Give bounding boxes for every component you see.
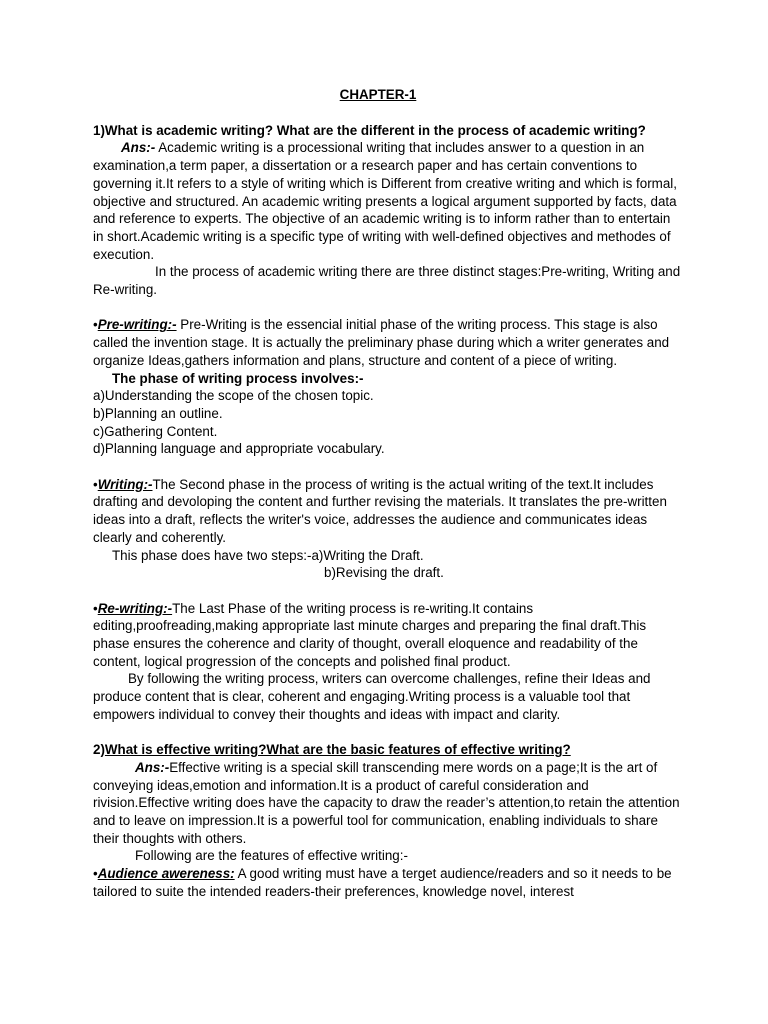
writing-heading: Writing:- xyxy=(97,476,153,492)
answer-2-label: Ans:- xyxy=(135,759,170,775)
list-item: d)Planning language and appropriate vocabulary. xyxy=(93,441,385,457)
bullet: • xyxy=(93,317,98,333)
answer-1 xyxy=(93,139,683,263)
rewriting-heading: Re-writing:- xyxy=(97,600,173,616)
audience-heading: Audience awereness: xyxy=(97,866,235,882)
question-2-number: 2) xyxy=(93,742,105,758)
question-2-text: What is effective writing?What are the basic features of effective writing? xyxy=(104,742,571,758)
conclusion-paragraph: By following the writing process, writers can overcome challenges, refine their Ideas and produce content that is clear, coherent and engaging.Writing process is a valuable tool that empowers individual to convey their thoughts and ideas with impact and clarity. xyxy=(93,671,651,722)
bullet: • xyxy=(93,866,98,882)
writing-steps: This phase does have two steps:-a)Writing the Draft. xyxy=(112,547,424,563)
rewriting-paragraph xyxy=(93,600,683,671)
list-item: c)Gathering Content. xyxy=(93,423,218,439)
audience-text: A good writing must have a terget audience/readers and so it needs to be tailored to suite the intended readers-their preferences, knowledge novel, interest xyxy=(93,866,672,899)
writing-step-b: b)Revising the draft. xyxy=(324,565,444,581)
prewriting-text: Pre-Writing is the essencial initial phase of the writing process. This stage is also called the invention stage. It is actually the preliminary phase during which a writer generates and organize Ideas,gathers information and plans, structure and content of a piece of writing. xyxy=(93,317,670,368)
writing-text: The Second phase in the process of writing is the actual writing of the text.It includes drafting and devoloping the content and further revising the materials. It translates the pre-written ideas into a draft, reflects the writer's voice, addresses the audience and communicates ideas clearly and coherently. xyxy=(93,476,667,545)
bullet: • xyxy=(93,476,98,492)
answer-2-text: Effective writing is a special skill transcending mere words on a page;It is the art of conveying ideas,emotion and information.It is a product of careful consideration and rivision.Effective writing does have the capacity to draw the reader’s attention,to retain the attention and to leave on impression.It is a powerful tool for communication, enabling individuals to share their thoughts with others. xyxy=(93,759,680,846)
prewriting-paragraph xyxy=(93,316,683,369)
list-item: b)Planning an outline. xyxy=(93,405,223,421)
question-1: 1)What is academic writing? What are the different in the process of academic writing? xyxy=(93,122,646,138)
rewriting-text: The Last Phase of the writing process is re-writing.It contains editing,proofreading,making appropriate last minute charges and preparing the final draft.This phase ensures the coherence and clarity of thought, overall eloquence and readability of the content, logical progression of the concepts and polished final product. xyxy=(93,600,647,669)
prewriting-heading: Pre-writing:- xyxy=(97,317,177,333)
features-intro: Following are the features of effective writing:- xyxy=(135,848,408,864)
audience-paragraph xyxy=(93,865,683,900)
phase-heading: The phase of writing process involves:- xyxy=(112,370,364,386)
bullet: • xyxy=(93,600,98,616)
answer-2 xyxy=(93,759,683,848)
stages-paragraph: In the process of academic writing there are three distinct stages:Pre-writing, Writing and Re-writing. xyxy=(93,264,681,298)
answer-1-label: Ans:- xyxy=(121,140,156,156)
writing-paragraph xyxy=(93,476,683,547)
document-page xyxy=(93,86,683,901)
chapter-title: CHAPTER-1 xyxy=(339,87,417,102)
answer-1-text: Academic writing is a processional writing that includes answer to a question in an examination,a term paper, a dissertation or a research paper and has certain conventions to governing it.It refers to a style of writing which is Different from creative writing and which is formal, objective and structured. An academic writing presents a logical argument supported by facts, data and reference to experts. The objective of an academic writing is to inform rather than to entertain in short.Academic writing is a specific type of writing with well-defined objectives and methodes of execution. xyxy=(93,140,677,262)
question-2 xyxy=(93,741,683,759)
list-item: a)Understanding the scope of the chosen topic. xyxy=(93,388,374,404)
